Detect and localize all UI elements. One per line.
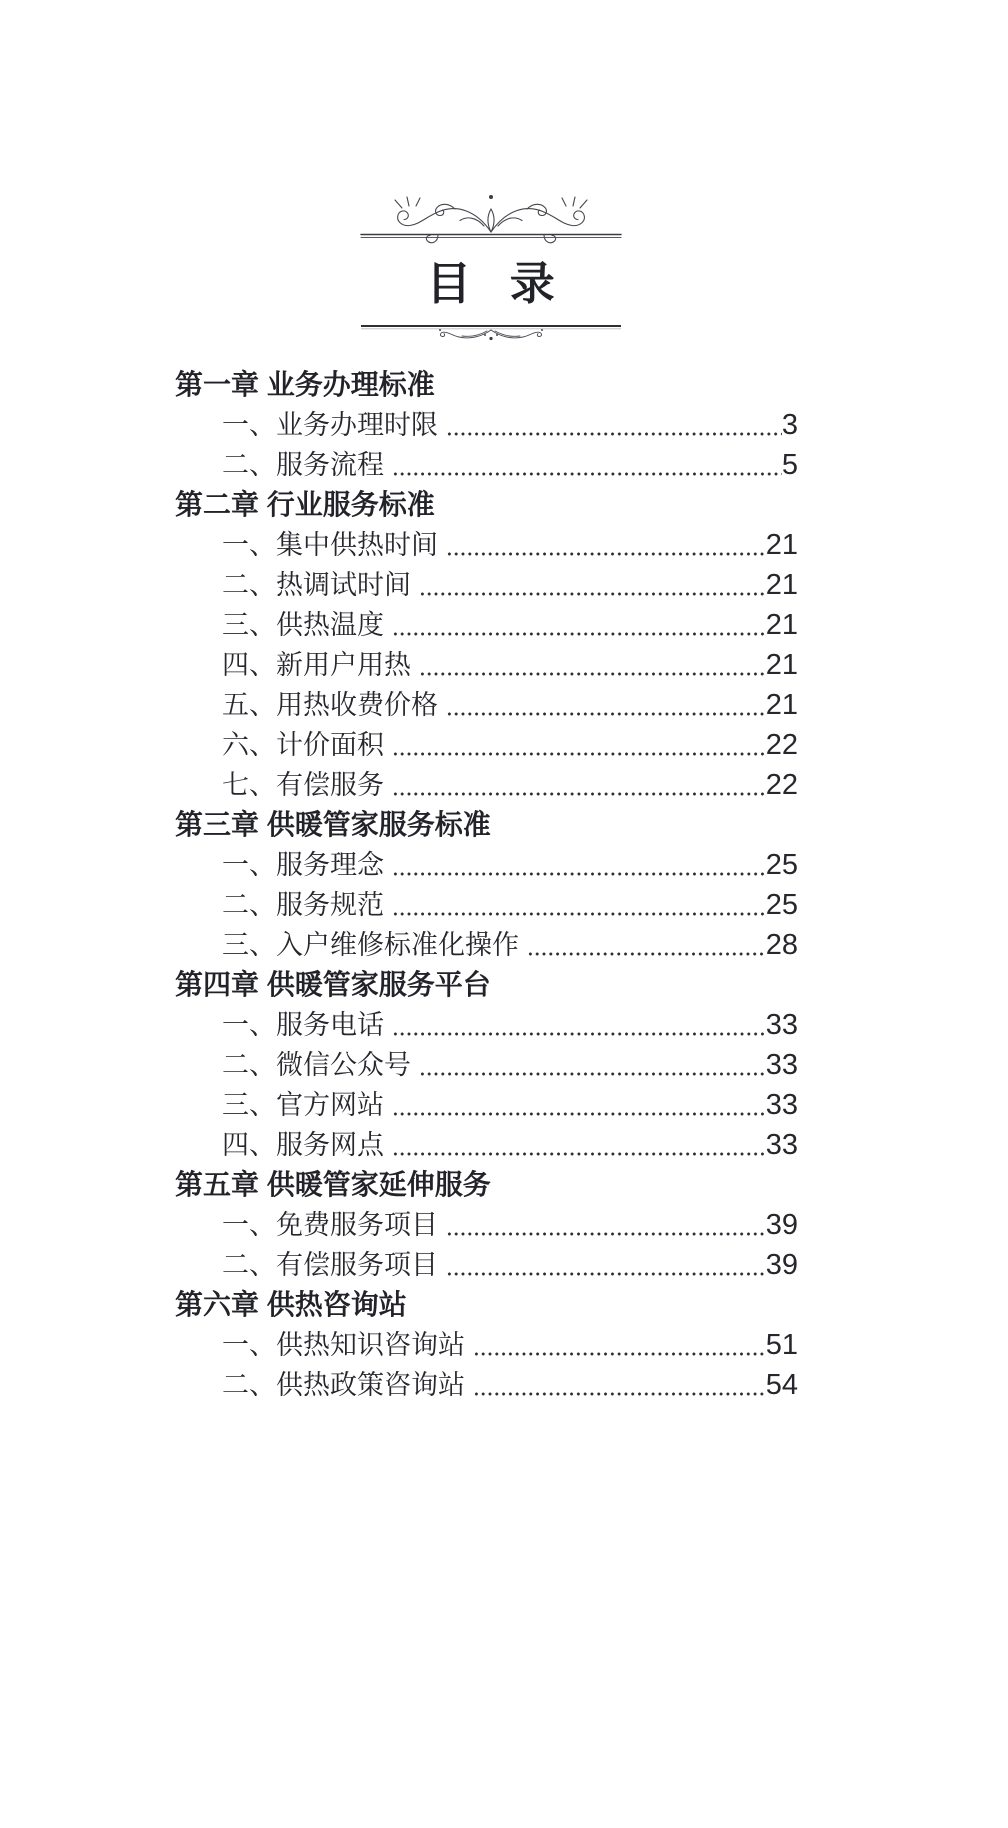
dotted-leader <box>473 1325 766 1365</box>
toc-item-label: 四、新用户用热 <box>222 650 411 680</box>
dotted-leader <box>392 765 766 805</box>
dotted-leader <box>527 925 766 965</box>
toc-item-page: 28 <box>765 929 798 961</box>
toc-chapter <box>175 805 798 965</box>
dotted-leader <box>392 1125 766 1165</box>
dotted-leader <box>446 405 782 445</box>
toc-item-label: 七、有偿服务 <box>222 770 384 800</box>
toc-item <box>175 845 798 885</box>
toc-item <box>175 765 798 805</box>
toc-item <box>175 525 798 565</box>
toc-chapter <box>175 365 798 485</box>
chapter-heading: 第五章 供暖管家延伸服务 <box>175 1169 491 1200</box>
toc-list <box>175 365 798 1405</box>
toc-item-page: 21 <box>765 689 798 721</box>
toc-item-label: 二、热调试时间 <box>222 570 411 600</box>
toc-item <box>175 1005 798 1045</box>
dotted-leader <box>392 605 766 645</box>
toc-item-label: 一、服务电话 <box>222 1010 384 1040</box>
dotted-leader <box>392 885 766 925</box>
toc-item-page: 21 <box>765 569 798 601</box>
flourish-ornament-top-icon <box>360 190 622 246</box>
toc-chapter <box>175 965 798 1165</box>
toc-item-page: 39 <box>765 1249 798 1281</box>
toc-item-label: 一、免费服务项目 <box>222 1210 438 1240</box>
toc-item-page: 3 <box>781 409 798 441</box>
toc-item-label: 五、用热收费价格 <box>222 690 438 720</box>
toc-item-page: 21 <box>765 609 798 641</box>
toc-item <box>175 1205 798 1245</box>
toc-chapter <box>175 485 798 805</box>
toc-item-page: 33 <box>765 1049 798 1081</box>
toc-item <box>175 925 798 965</box>
dotted-leader <box>419 645 766 685</box>
toc-item-label: 四、服务网点 <box>222 1130 384 1160</box>
toc-item-page: 51 <box>765 1329 798 1361</box>
toc-item-label: 一、供热知识咨询站 <box>222 1330 465 1360</box>
toc-item <box>175 1085 798 1125</box>
dotted-leader <box>392 1005 766 1045</box>
dotted-leader <box>419 1045 766 1085</box>
toc-item <box>175 1325 798 1365</box>
toc-item-label: 一、服务理念 <box>222 850 384 880</box>
toc-item-label: 二、微信公众号 <box>222 1050 411 1080</box>
dotted-leader <box>446 1245 766 1285</box>
toc-item-page: 33 <box>765 1089 798 1121</box>
toc-item-label: 一、业务办理时限 <box>222 410 438 440</box>
dotted-leader <box>473 1365 766 1405</box>
toc-item <box>175 685 798 725</box>
toc-item-page: 39 <box>765 1209 798 1241</box>
toc-item-page: 5 <box>781 449 798 481</box>
toc-item-label: 一、集中供热时间 <box>222 530 438 560</box>
dotted-leader <box>419 565 766 605</box>
chapter-heading: 第三章 供暖管家服务标准 <box>175 809 491 840</box>
toc-item <box>175 605 798 645</box>
toc-item <box>175 885 798 925</box>
page-title: 目 录 <box>426 258 556 309</box>
toc-item-label: 六、计价面积 <box>222 730 384 760</box>
toc-item-page: 21 <box>765 649 798 681</box>
toc-item-page: 33 <box>765 1009 798 1041</box>
toc-chapter <box>175 1285 798 1405</box>
dotted-leader <box>392 445 782 485</box>
toc-item <box>175 565 798 605</box>
toc-item <box>175 1245 798 1285</box>
toc-item-label: 三、官方网站 <box>222 1090 384 1120</box>
toc-item-label: 三、供热温度 <box>222 610 384 640</box>
toc-item-page: 22 <box>765 769 798 801</box>
toc-item-page: 22 <box>765 729 798 761</box>
chapter-heading: 第二章 行业服务标准 <box>175 489 435 520</box>
toc-item-page: 25 <box>765 889 798 921</box>
toc-item-label: 二、供热政策咨询站 <box>222 1370 465 1400</box>
dotted-leader <box>392 725 766 765</box>
toc-item <box>175 1045 798 1085</box>
toc-item-page: 33 <box>765 1129 798 1161</box>
document-page <box>0 190 1008 1828</box>
chapter-heading: 第六章 供热咨询站 <box>175 1289 407 1320</box>
toc-item-page: 21 <box>765 529 798 561</box>
toc-item-label: 二、服务流程 <box>222 450 384 480</box>
dotted-leader <box>446 1205 766 1245</box>
toc-item <box>175 445 798 485</box>
dotted-leader <box>392 1085 766 1125</box>
toc-chapter <box>175 1165 798 1285</box>
chapter-heading: 第一章 业务办理标准 <box>175 369 435 400</box>
toc-item <box>175 1365 798 1405</box>
toc-item-page: 54 <box>765 1369 798 1401</box>
toc-item <box>175 725 798 765</box>
toc-item <box>175 645 798 685</box>
toc-header <box>360 190 622 345</box>
toc-item-label: 二、有偿服务项目 <box>222 1250 438 1280</box>
toc-item-page: 25 <box>765 849 798 881</box>
dotted-leader <box>392 845 766 885</box>
chapter-heading: 第四章 供暖管家服务平台 <box>175 969 491 1000</box>
toc-item-label: 三、入户维修标准化操作 <box>222 930 519 960</box>
toc-item <box>175 1125 798 1165</box>
toc-item-label: 二、服务规范 <box>222 890 384 920</box>
dotted-leader <box>446 525 766 565</box>
toc-item <box>175 405 798 445</box>
flourish-ornament-bottom-icon <box>360 323 622 345</box>
dotted-leader <box>446 685 766 725</box>
